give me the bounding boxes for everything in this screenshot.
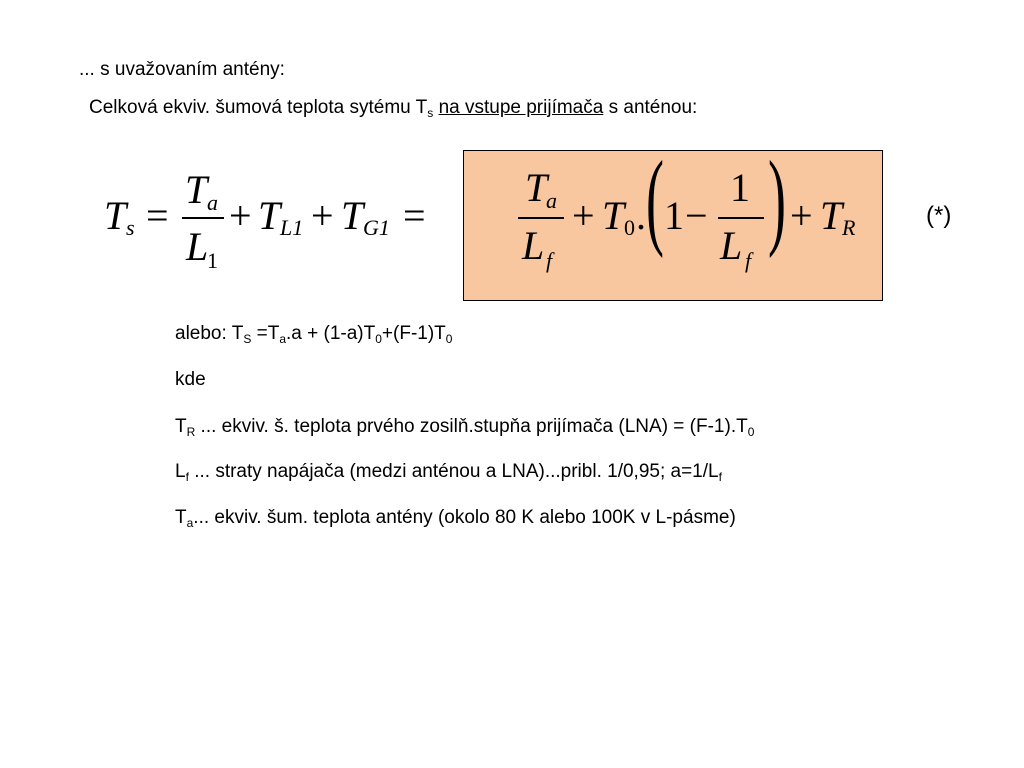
tr-symbol: T (820, 193, 843, 238)
one: 1 (664, 193, 684, 238)
inner-num-one: 1 (730, 165, 750, 210)
tr-sub: R (842, 215, 856, 240)
subtitle-underlined: na vstupe prijímača (438, 97, 604, 118)
def-lf-sub-1: f (185, 470, 189, 484)
boxed-plus-2: + (790, 193, 813, 238)
boxed-plus-1: + (572, 193, 595, 238)
alt-part-4: +(F-1)T (381, 323, 446, 344)
alternative-form (175, 323, 453, 346)
def-lf-part-1: L (175, 461, 186, 482)
def-tr-sub-2: 0 (747, 425, 755, 439)
inner-den-l: L (720, 223, 743, 268)
alt-sub-2: a (279, 332, 286, 346)
alt-part-2: =T (251, 323, 280, 344)
inner-fraction-bar (718, 217, 764, 219)
boxed-den-sub: f (546, 248, 553, 273)
def-tr-part-1: T (175, 416, 187, 437)
left-paren: ( (646, 140, 664, 259)
plus-sign-2: + (311, 193, 334, 238)
minus-sign: − (685, 193, 708, 238)
frac-den-sub: 1 (207, 248, 218, 273)
ts-symbol: T (104, 193, 127, 238)
def-ta-part-2: ... ekviv. šum. teplota antény (okolo 80 K alebo 100K v L-pásme) (193, 507, 736, 528)
equals-sign: = (146, 193, 169, 238)
equation-marker: (*) (926, 202, 952, 229)
def-ta-part-1: T (175, 507, 187, 528)
subtitle (89, 97, 698, 120)
tg1-sub: G1 (363, 215, 390, 240)
frac-num-t: T (185, 167, 208, 212)
subtitle-post: s anténou: (608, 97, 698, 118)
boxed-num-sub: a (546, 188, 557, 213)
tl1-sub: L1 (280, 215, 304, 240)
def-tr-part-2: ... ekviv. š. teplota prvého zosilň.stupňa prijímača (LNA) = (F-1).T (195, 416, 748, 437)
subtitle-text: Celková ekviv. šumová teplota sytému T (89, 97, 428, 118)
boxed-den-l: L (522, 223, 545, 268)
boxed-num-t: T (525, 165, 548, 210)
dot: . (636, 193, 646, 238)
alt-sub-3: 0 (375, 332, 382, 346)
alt-sub-4: 0 (445, 332, 453, 346)
equals-sign-2: = (403, 193, 426, 238)
tg1-symbol: T (341, 193, 364, 238)
ts-sub: s (126, 215, 135, 240)
kde-label: kde (175, 369, 206, 390)
inner-den-sub: f (745, 248, 752, 273)
definition-lf (175, 461, 722, 484)
fraction-bar (182, 217, 224, 219)
def-lf-part-2: ... straty napájača (medzi anténou a LNA)...pribl. 1/0,95; a=1/L (188, 461, 719, 482)
def-lf-sub-2: f (718, 470, 722, 484)
plus-sign: + (229, 193, 252, 238)
alt-part-3: .a + (1-a)T (286, 323, 376, 344)
t0-symbol: T (602, 193, 625, 238)
right-paren: ) (768, 140, 786, 259)
heading: ... s uvažovaním antény: (79, 59, 285, 80)
definition-ta (175, 507, 736, 530)
alt-part-1: alebo: T (175, 323, 244, 344)
def-ta-sub-1: a (186, 516, 194, 530)
t0-sub: 0 (624, 215, 635, 240)
frac-den-l: L (186, 224, 209, 269)
tl1-symbol: T (258, 193, 281, 238)
frac-num-sub: a (207, 190, 218, 215)
definition-tr (175, 416, 755, 439)
subtitle-sub: s (427, 106, 434, 120)
def-tr-sub-1: R (186, 425, 196, 439)
alt-sub-1: S (243, 332, 252, 346)
boxed-fraction-bar (518, 217, 564, 219)
